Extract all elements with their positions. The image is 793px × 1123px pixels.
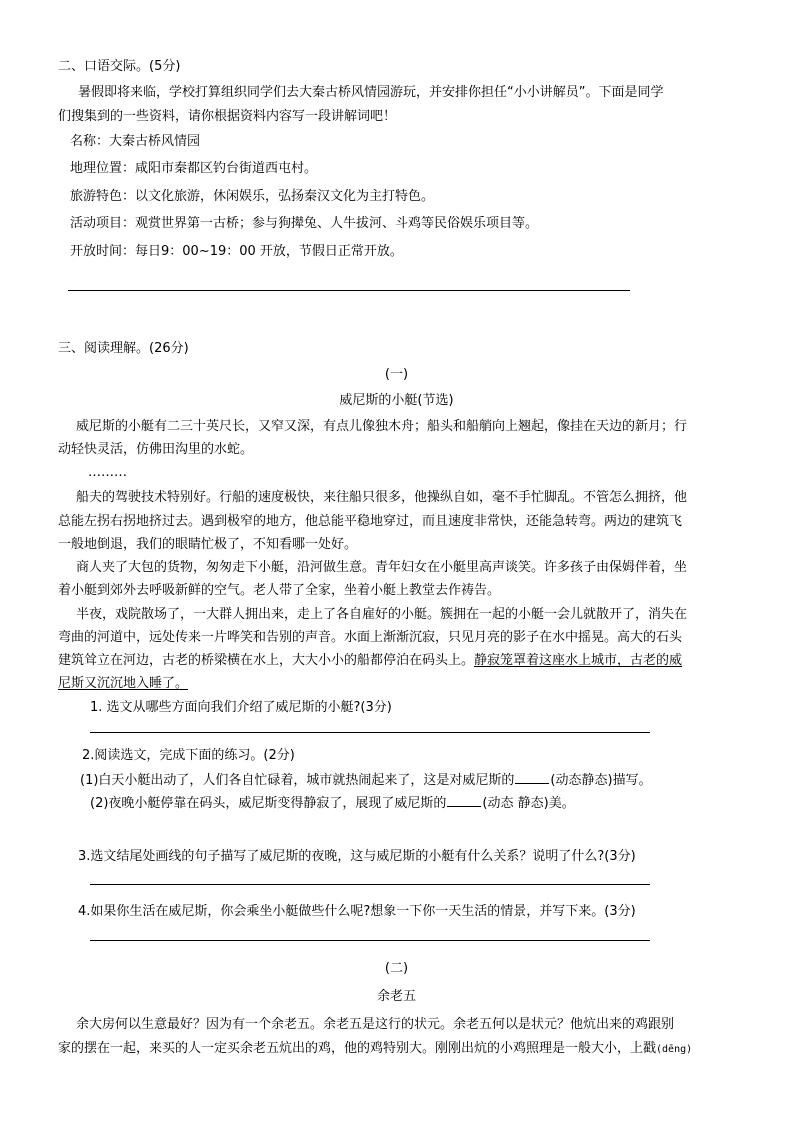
part1-title: 威尼斯的小艇(节选) [339, 393, 454, 408]
ellipsis: ……… [88, 465, 127, 480]
info-activities: 活动项目：观赏世界第一古桥；参与狗撵兔、人牛拔河、斗鸡等民俗娱乐项目等。 [70, 216, 539, 231]
p4-line3-underlined: 静寂笼罩着这座水上城市，古老的威 [474, 653, 683, 668]
p3-line1: 商人夹了大包的货物，匆匆走下小艇，沿河做生意。青年妇女在小艇里高声谈笑。许多孩子由保姆伴着，坐 [76, 560, 688, 575]
q2-1-options: (动态静态)描写。 [550, 773, 652, 788]
question-4: 4.如果你生活在威尼斯，你会乘坐小艇做些什么呢?想象一下你一天生活的情景，并写下来。(3分) [78, 904, 636, 919]
question-2-1 [80, 771, 652, 790]
part2-p1-line2 [58, 1040, 692, 1059]
p4-line1: 半夜，戏院散场了，一大群人拥出来，走上了各自雇好的小艇。簇拥在一起的小艇一会儿就散开了，消失在 [76, 607, 688, 622]
section2-intro-line2: 们搜集到的一些资料，请你根据资料内容写一段讲解词吧！ [58, 109, 397, 124]
answer-line[interactable] [90, 732, 650, 733]
part2-title: 余老五 [376, 989, 416, 1004]
answer-line[interactable] [90, 884, 650, 885]
p2-line3: 一般地倒退，我们的眼睛忙极了，不知看哪一处好。 [58, 537, 358, 552]
answer-line[interactable] [68, 290, 630, 291]
info-name: 名称：大秦古桥风情园 [70, 134, 201, 149]
p1-line2: 动轻快灵活，仿佛田沟里的水蛇。 [58, 442, 254, 457]
p4-line3 [58, 652, 682, 670]
p2-line1: 船夫的驾驶技术特别好。行船的速度极快，来往船只很多，他操纵自如，毫不手忙脚乱。不管怎么拥挤，他 [76, 490, 688, 505]
info-hours: 开放时间：每日9：00~19：00 开放，节假日正常开放。 [70, 244, 403, 259]
question-3: 3.选文结尾处画线的句子描写了威尼斯的夜晚，这与威尼斯的小艇有什么关系？说明了什么?(3分) [78, 849, 636, 864]
info-location: 地理位置：咸阳市秦都区钓台街道西屯村。 [70, 161, 318, 176]
fill-blank[interactable] [515, 771, 549, 784]
part2-p1-line1: 余大房何以生意最好？因为有一个余老五。余老五是这行的状元。余老五何以是状元？他炕出来的鸡跟别 [76, 1017, 675, 1032]
section3-heading: 三、阅读理解。(26分) [58, 341, 189, 356]
pinyin-annotation: (dēng) [656, 1044, 693, 1055]
question-1: 1. 选文从哪些方面向我们介绍了威尼斯的小艇?(3分) [90, 700, 392, 715]
p4-line3-plain: 建筑耸立在河边，古老的桥梁横在水上，大大小小的船都停泊在码头上。 [58, 653, 475, 668]
question-2-2 [90, 794, 575, 813]
part1-number: (一) [384, 367, 409, 382]
q2-1-text: (1)白天小艇出动了，人们各自忙碌着，城市就热闹起来了，这是对威尼斯的 [80, 773, 515, 788]
p4-line2: 弯曲的河道中，远处传来一片哗笑和告别的声音。水面上渐渐沉寂，只见月亮的影子在水中摇晃。高大的石头 [58, 630, 683, 645]
info-feature: 旅游特色：以文化旅游，休闲娱乐，弘扬秦汉文化为主打特色。 [70, 189, 435, 204]
question-2: 2.阅读选文，完成下面的练习。(2分) [82, 748, 295, 763]
q2-2-text: (2)夜晚小艇停靠在码头，威尼斯变得静寂了，展现了威尼斯的 [90, 796, 447, 811]
fill-blank[interactable] [447, 794, 481, 807]
p2-line2: 总能左拐右拐地挤过去。遇到极窄的地方，他总能平稳地穿过，而且速度非常快，还能急转弯。两边的建筑飞 [58, 514, 683, 529]
part2-p1-line2-text: 家的摆在一起，来买的人一定买余老五炕出的鸡，他的鸡特别大。刚刚出炕的小鸡照理是一般大小，上戳 [58, 1041, 657, 1056]
p1-line1: 威尼斯的小艇有二三十英尺长，又窄又深，有点儿像独木舟；船头和船艄向上翘起，像挂在天边的新月；行 [76, 419, 688, 434]
p4-line4-underlined: 尼斯又沉沉地入睡了。 [58, 676, 189, 691]
p3-line2: 着小艇到郊外去呼吸新鲜的空气。老人带了全家，坐着小艇上教堂去作祷告。 [58, 583, 501, 598]
q2-2-options: (动态 静态)美。 [482, 796, 575, 811]
answer-line[interactable] [90, 940, 650, 941]
section2-heading: 二、口语交际。(5分) [58, 59, 181, 74]
part2-number: (二) [384, 961, 409, 976]
section2-intro-line1: 暑假即将来临，学校打算组织同学们去大秦古桥风情园游玩，并安排你担任“小小讲解员”。下面是同学 [78, 85, 664, 100]
